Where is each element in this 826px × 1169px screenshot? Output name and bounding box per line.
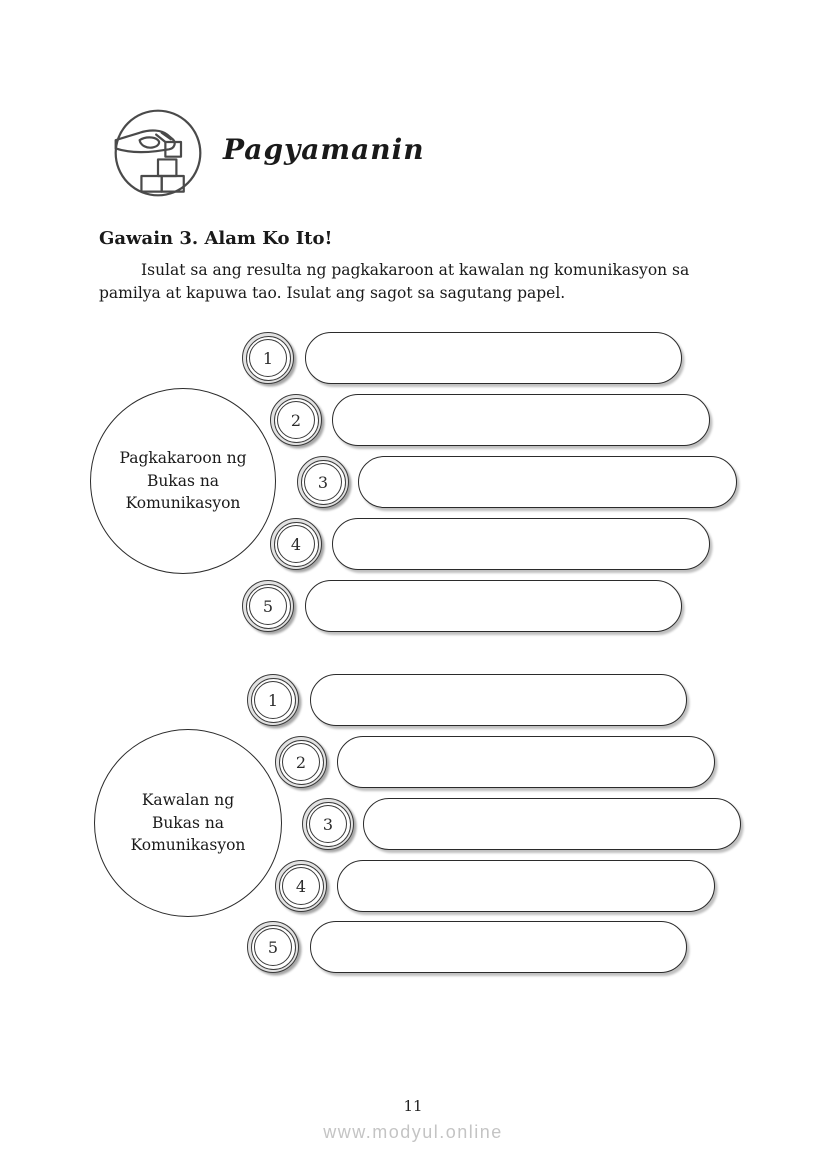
badge-number: 5: [249, 587, 287, 625]
badge-number: 5: [254, 928, 292, 966]
page-number: 11: [403, 1097, 423, 1115]
badge-number: 4: [282, 867, 320, 905]
number-badge: [302, 798, 354, 850]
number-badge: [275, 860, 327, 912]
badge-number: 3: [304, 463, 342, 501]
number-badge: [270, 518, 322, 570]
badge-number: 2: [277, 401, 315, 439]
topic-label-line: Kawalan ng: [141, 791, 235, 810]
answer-slot: [358, 456, 737, 508]
number-badge: [275, 736, 327, 788]
topic-label-line: Pagkakaroon ng: [119, 449, 247, 468]
answer-slot: [310, 674, 687, 726]
answer-slot: [305, 580, 682, 632]
section-title: Pagyamanin: [223, 133, 425, 166]
topic-circle-pagkakaroon: [90, 388, 276, 574]
badge-number: 4: [277, 525, 315, 563]
badge-number: 1: [254, 681, 292, 719]
number-badge: [242, 580, 294, 632]
answer-slot: [332, 518, 710, 570]
activity-instructions: Isulat sa ang resulta ng pagkakaroon at kawalan ng komunikasyon sa pamilya at kapuwa tao. Isulat ang sagot sa sagutang papel.: [99, 261, 690, 302]
answer-slot: [332, 394, 710, 446]
badge-number: 3: [309, 805, 347, 843]
activity-heading: Gawain 3. Alam Ko Ito!: [99, 228, 333, 249]
topic-label-line: Komunikasyon: [130, 836, 246, 855]
number-badge: [270, 394, 322, 446]
hand-stacking-blocks-icon: [112, 107, 204, 199]
answer-slot: [337, 736, 715, 788]
number-badge: [247, 921, 299, 973]
topic-label-line: Komunikasyon: [125, 494, 241, 513]
watermark: www.modyul.online: [323, 1122, 503, 1142]
answer-slot: [310, 921, 687, 973]
answer-slot: [337, 860, 715, 912]
answer-slot: [305, 332, 682, 384]
answer-slot: [363, 798, 741, 850]
badge-number: 1: [249, 339, 287, 377]
number-badge: [242, 332, 294, 384]
number-badge: [297, 456, 349, 508]
topic-label-line: Bukas na: [151, 813, 225, 832]
topic-label-line: Bukas na: [146, 471, 220, 490]
number-badge: [247, 674, 299, 726]
badge-number: 2: [282, 743, 320, 781]
topic-circle-kawalan: [94, 729, 282, 917]
